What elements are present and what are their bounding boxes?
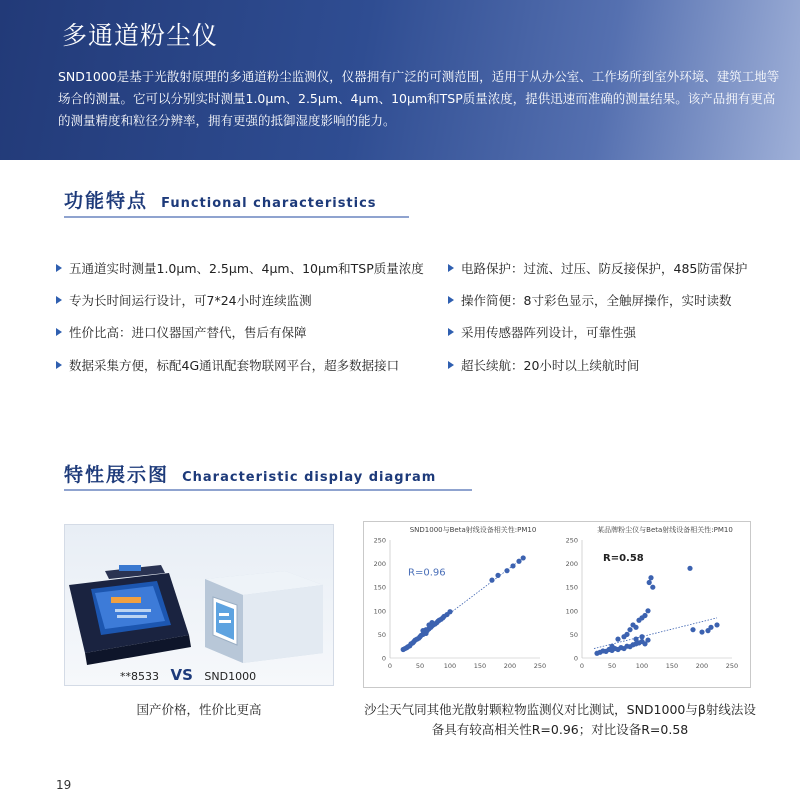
x-tick-label: 200	[503, 662, 517, 670]
features-heading	[64, 186, 377, 213]
features-title-en: Functional characteristics	[161, 196, 377, 211]
data-point	[648, 575, 653, 580]
data-point	[699, 629, 704, 634]
x-tick-label: 50	[607, 662, 617, 670]
scatter-charts-svg	[364, 522, 750, 687]
bullet-triangle-icon	[448, 328, 454, 336]
device-compare-labels	[120, 666, 256, 684]
snd1000-label: SND1000	[204, 670, 257, 683]
data-point	[714, 622, 719, 627]
data-point	[642, 613, 647, 618]
bullet-triangle-icon	[448, 264, 454, 272]
bullet-triangle-icon	[56, 361, 62, 369]
bullet-triangle-icon	[56, 296, 62, 304]
data-point	[647, 580, 652, 585]
data-point	[633, 637, 638, 642]
product-description: SND1000是基于光散射原理的多通道粉尘监测仪，仪器拥有广泛的可测范围，适用于从办公室、工作场所到室外环境、建筑工地等场合的测量。它可以分别实时测量1.0μm、2.5μm、4μm、10μm和TSP质量浓度，提供迅速而准确的测量结果。该产品拥有更高的测量精度和粒径分辨率，拥有更强的抵御湿度影响的能力。	[58, 69, 780, 128]
y-tick-label: 200	[565, 560, 578, 569]
data-point	[495, 573, 500, 578]
device-caption: 国产价格，性价比更高	[136, 702, 262, 717]
x-tick-label: 100	[635, 662, 649, 670]
r-value-annotation: R=0.96	[408, 567, 446, 579]
x-tick-label: 150	[665, 662, 679, 670]
data-point	[609, 644, 614, 649]
data-point	[650, 585, 655, 590]
bullet-triangle-icon	[56, 264, 62, 272]
competitor-label: **8533	[120, 670, 159, 683]
x-tick-label: 200	[695, 662, 709, 670]
device-comparison-image	[64, 524, 334, 686]
data-point	[504, 568, 509, 573]
x-tick-label: 100	[443, 662, 457, 670]
bullet-triangle-icon	[448, 361, 454, 369]
chart-title: SND1000与Beta射线设备相关性:PM10	[409, 526, 537, 534]
features-title-cn: 功能特点	[64, 190, 149, 212]
x-tick-label: 0	[387, 662, 393, 670]
comparison-charts	[363, 521, 751, 688]
y-tick-label: 250	[565, 536, 578, 545]
snd1000-device-icon	[205, 571, 323, 663]
data-point	[624, 632, 629, 637]
feature-item: 超长续航：20小时以上续航时间	[448, 356, 639, 374]
data-point	[426, 622, 431, 627]
y-tick-label: 150	[565, 583, 578, 592]
chart-caption-line2: 备具有较高相关性R=0.96；对比设备R=0.58	[431, 722, 689, 737]
y-tick-label: 200	[373, 560, 386, 569]
data-point	[687, 566, 692, 571]
vs-label: VS	[170, 666, 193, 684]
feature-item: 性价比高：进口仪器国产替代，售后有保障	[56, 323, 307, 341]
chart-caption-line1: 沙尘天气同其他光散射颗粒物监测仪对比测试，SND1000与β射线法设	[364, 702, 756, 717]
x-tick-label: 250	[533, 662, 547, 670]
x-tick-label: 0	[579, 662, 585, 670]
data-point	[489, 578, 494, 583]
feature-item: 电路保护：过流、过压、防反接保护，485防雷保护	[448, 259, 747, 277]
bullet-triangle-icon	[56, 328, 62, 336]
feature-item: 专为长时间运行设计，可7*24小时连续监测	[56, 291, 312, 309]
header-banner	[0, 0, 800, 160]
x-tick-label: 150	[473, 662, 487, 670]
display-heading	[64, 460, 436, 487]
chart-caption	[355, 700, 765, 740]
y-tick-label: 250	[373, 536, 386, 545]
y-tick-label: 100	[373, 607, 386, 616]
display-title-en: Characteristic display diagram	[182, 470, 437, 485]
data-point	[645, 608, 650, 613]
data-point	[639, 634, 644, 639]
y-tick-label: 0	[381, 654, 386, 663]
y-tick-label: 50	[377, 630, 386, 639]
data-point	[420, 628, 425, 633]
features-divider	[64, 216, 409, 218]
x-tick-label: 250	[725, 662, 739, 670]
data-point	[447, 609, 452, 614]
data-point	[645, 637, 650, 642]
data-point	[633, 625, 638, 630]
display-divider	[64, 489, 472, 491]
bullet-triangle-icon	[448, 296, 454, 304]
data-point	[516, 559, 521, 564]
feature-item: 五通道实时测量1.0μm、2.5μm、4μm、10μm和TSP质量浓度	[56, 259, 424, 277]
data-point	[615, 637, 620, 642]
page-title: 多通道粉尘仪	[62, 21, 219, 50]
data-point	[627, 627, 632, 632]
display-title-cn: 特性展示图	[64, 464, 170, 486]
y-tick-label: 150	[373, 583, 386, 592]
competitor-device-icon	[69, 565, 191, 665]
data-point	[510, 563, 515, 568]
y-tick-label: 0	[573, 654, 578, 663]
data-point	[521, 555, 526, 560]
y-tick-label: 100	[565, 607, 578, 616]
data-point	[690, 627, 695, 632]
y-tick-label: 50	[569, 630, 578, 639]
x-tick-label: 50	[415, 662, 425, 670]
feature-item: 数据采集方便，标配4G通讯配套物联网平台，超多数据接口	[56, 356, 399, 374]
page-number: 19	[56, 778, 72, 792]
feature-item: 操作简便：8寸彩色显示，全触屏操作，实时读数	[448, 291, 731, 309]
feature-item: 采用传感器阵列设计，可靠性强	[448, 323, 636, 341]
chart-title: 某品牌粉尘仪与Beta射线设备相关性:PM10	[597, 526, 733, 534]
data-point	[708, 625, 713, 630]
r-value-annotation: R=0.58	[603, 553, 644, 565]
device-illustration	[65, 525, 333, 685]
